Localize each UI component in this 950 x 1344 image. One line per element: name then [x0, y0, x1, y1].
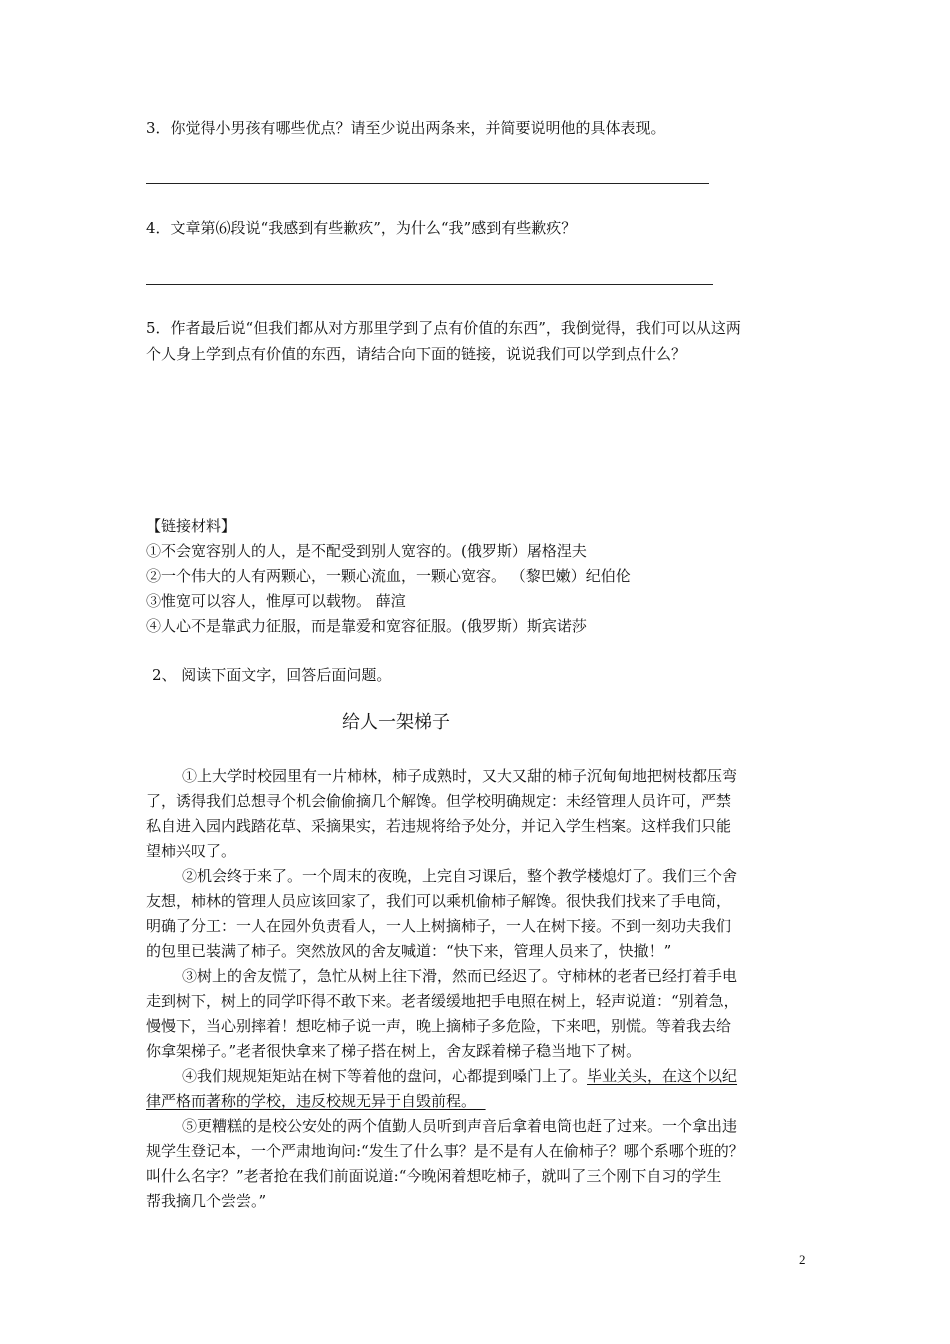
paragraph-5-line: 叫什么名字？”老者抢在我们前面说道:“今晚闲着想吃柿子，就叫了三个刚下自习的学生	[146, 1167, 722, 1185]
paragraph-4-underlined-text: 毕业关头，在这个以纪	[587, 1067, 738, 1085]
paragraph-2-line: ②机会终于来了。一个周末的夜晚，上完自习课后，整个教学楼熄灯了。我们三个舍	[182, 867, 738, 885]
paragraph-1-line: ①上大学时校园里有一片柿林，柿子成熟时，又大又甜的柿子沉甸甸地把树枝都压弯	[182, 767, 738, 785]
question-5-line-1: 5．作者最后说“但我们都从对方那里学到了点有价值的东西”，我倒觉得，我们可以从这两	[146, 319, 741, 337]
paragraph-4-underlined-text: 律严格而著称的学校，违反校规无异于自毁前程。	[146, 1092, 477, 1110]
links-heading: 【链接材料】	[146, 517, 237, 535]
paragraph-3-line: 慢慢下，当心别摔着！想吃柿子说一声，晚上摘柿子多危险，下来吧，别慌。等着我去给	[146, 1017, 732, 1035]
section-2-instruction: 2、 阅读下面文字，回答后面问题。	[152, 666, 392, 684]
paragraph-5-line: ⑤更糟糕的是校公安处的两个值勤人员听到声音后拿着电筒也赶了过来。一个拿出违	[182, 1117, 738, 1135]
article-title: 给人一架梯子	[342, 712, 450, 733]
link-item: ②一个伟大的人有两颗心，一颗心流血，一颗心宽容。 （黎巴嫩）纪伯伦	[146, 567, 631, 585]
paragraph-3-line: 走到树下，树上的同学吓得不敢下来。老者缓缓地把手电照在树上，轻声说道：“别着急，	[146, 992, 739, 1010]
paragraph-1-line: 了，诱得我们总想寻个机会偷偷摘几个解馋。但学校明确规定：未经管理人员许可，严禁	[146, 792, 732, 810]
link-item: ①不会宽容别人的人，是不配受到别人宽容的。(俄罗斯）屠格涅夫	[146, 542, 587, 560]
underline-tail	[476, 1092, 486, 1110]
paragraph-4-plain-text: ④我们规规矩矩站在树下等着他的盘问，心都提到嗓门上了。	[182, 1067, 588, 1085]
link-item: ④人心不是靠武力征服，而是靠爱和宽容征服。(俄罗斯）斯宾诺莎	[146, 617, 587, 635]
paragraph-3-line: 你拿架梯子。”老者很快拿来了梯子搭在树上，舍友踩着梯子稳当地下了树。	[146, 1042, 642, 1060]
answer-line-q3	[146, 183, 709, 184]
paragraph-2-line: 的包里已装满了柿子。突然放风的舍友喊道：“快下来，管理人员来了，快撤！”	[146, 942, 672, 960]
paragraph-3-line: ③树上的舍友慌了，急忙从树上往下滑，然而已经迟了。守柿林的老者已经打着手电	[182, 967, 738, 985]
page-number: 2	[799, 1252, 806, 1267]
paragraph-4-line-2	[146, 1091, 486, 1111]
question-4: 4．文章第⑹段说“我感到有些歉疚”，为什么“我”感到有些歉疚？	[146, 219, 577, 237]
paragraph-2-line: 友想，柿林的管理人员应该回家了，我们可以乘机偷柿子解馋。很快我们找来了手电筒，	[146, 892, 732, 910]
link-item: ③惟宽可以容人，惟厚可以载物。 薛渲	[146, 592, 406, 610]
question-3: 3．你觉得小男孩有哪些优点？请至少说出两条来，并简要说明他的具体表现。	[146, 119, 666, 137]
paragraph-2-line: 明确了分工：一人在园外负责看人，一人上树摘柿子，一人在树下接。不到一刻功夫我们	[146, 917, 732, 935]
paragraph-1-line: 私自进入园内践踏花草、采摘果实，若违规将给予处分，并记入学生档案。这样我们只能	[146, 817, 732, 835]
answer-line-q4	[146, 284, 713, 285]
question-5-line-2: 个人身上学到点有价值的东西，请结合向下面的链接，说说我们可以学到点什么？	[146, 345, 687, 363]
paragraph-5-line: 规学生登记本，一个严肃地询问:“发生了什么事？是不是有人在偷柿子？哪个系哪个班的？	[146, 1142, 744, 1160]
paragraph-4-line-1	[182, 1066, 737, 1086]
paragraph-5-line: 帮我摘几个尝尝。”	[146, 1192, 267, 1210]
paragraph-1-line: 望柿兴叹了。	[146, 842, 237, 860]
